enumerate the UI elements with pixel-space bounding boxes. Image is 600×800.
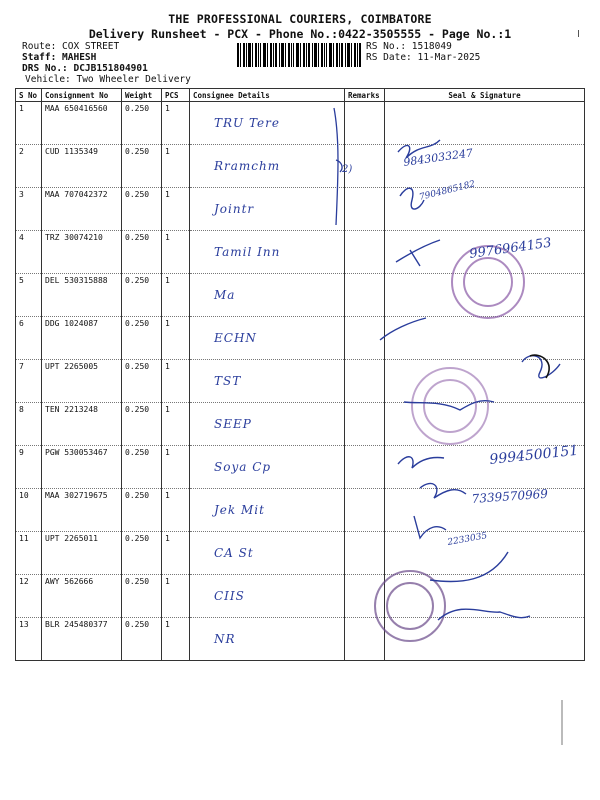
cell-remarks	[345, 145, 385, 188]
table-row	[16, 274, 585, 317]
cell-signature	[385, 188, 585, 231]
table-row	[16, 102, 585, 145]
col-weight: Weight	[122, 89, 162, 102]
cell-signature	[385, 102, 585, 145]
cell-consignment: DEL 530315888	[42, 274, 122, 317]
cell-consignee	[190, 446, 345, 489]
cell-pcs: 1	[162, 360, 190, 403]
cell-weight: 0.250	[122, 446, 162, 489]
runsheet-table	[15, 88, 585, 661]
cell-remarks	[345, 274, 385, 317]
cell-consignment: UPT 2265011	[42, 532, 122, 575]
cell-consignee	[190, 575, 345, 618]
cell-pcs: 1	[162, 188, 190, 231]
cell-signature	[385, 446, 585, 489]
table-header-row	[16, 89, 585, 102]
cell-signature	[385, 145, 585, 188]
cell-remarks	[345, 575, 385, 618]
cell-remarks	[345, 618, 385, 661]
table-row	[16, 618, 585, 661]
cell-remarks	[345, 532, 385, 575]
cell-remarks	[345, 446, 385, 489]
cell-remarks	[345, 360, 385, 403]
cell-consignee	[190, 532, 345, 575]
cell-sno: 3	[16, 188, 42, 231]
cell-consignment: AWY 562666	[42, 575, 122, 618]
cell-signature	[385, 486, 585, 532]
col-consignee: Consignee Details	[190, 89, 345, 102]
cell-consignment: UPT 2265005	[42, 360, 122, 403]
cell-sno: 2	[16, 145, 42, 188]
handwritten-consignee: Tamil Inn	[214, 245, 281, 259]
col-consignment: Consignment No	[42, 89, 122, 102]
cell-sno: 1	[16, 102, 42, 145]
header-right	[366, 41, 480, 63]
cell-signature	[385, 274, 585, 317]
cell-consignment: CUD 1135349	[42, 145, 122, 188]
cell-signature	[385, 618, 585, 661]
cell-signature	[385, 317, 585, 360]
cell-sno: 7	[16, 360, 42, 403]
cell-consignee	[190, 360, 345, 403]
document-title: THE PROFESSIONAL COURIERS, COIMBATORE	[168, 12, 432, 26]
table-row	[16, 188, 585, 231]
cell-weight: 0.250	[122, 317, 162, 360]
handwritten-consignee: CIIS	[214, 589, 245, 603]
cell-signature	[385, 231, 585, 274]
table-row	[16, 575, 585, 618]
barcode-bars	[237, 43, 361, 67]
cell-pcs: 1	[162, 317, 190, 360]
cell-weight: 0.250	[122, 489, 162, 532]
cell-signature	[385, 532, 585, 575]
cell-pcs: 1	[162, 489, 190, 532]
cell-weight: 0.250	[122, 231, 162, 274]
cell-sno: 5	[16, 274, 42, 317]
staff-label: Staff: MAHESH	[22, 52, 97, 63]
handwritten-consignee: Jek Mit	[214, 503, 265, 517]
cell-consignment: MAA 302719675	[42, 489, 122, 532]
rs-date: RS Date: 11-Mar-2025	[366, 52, 481, 63]
cell-consignment: MAA 707042372	[42, 188, 122, 231]
cell-consignee	[190, 102, 345, 145]
handwritten-consignee: Jointr	[214, 202, 255, 216]
cell-weight: 0.250	[122, 575, 162, 618]
cell-consignee	[190, 317, 345, 360]
col-pcs: PCS	[162, 89, 190, 102]
signature-phone-2: 9843033247	[402, 146, 474, 169]
cell-consignment: TRZ 30074210	[42, 231, 122, 274]
cell-sno: 9	[16, 446, 42, 489]
cell-consignment: TEN 2213248	[42, 403, 122, 446]
cell-pcs: 1	[162, 532, 190, 575]
table-row	[16, 403, 585, 446]
cell-consignee	[190, 489, 345, 532]
cell-weight: 0.250	[122, 145, 162, 188]
table-row	[16, 446, 585, 489]
cell-consignee	[190, 145, 345, 188]
cell-consignment: MAA 650416560	[42, 102, 122, 145]
cell-consignee	[190, 274, 345, 317]
table-row	[16, 360, 585, 403]
cell-weight: 0.250	[122, 618, 162, 661]
vehicle-label: Vehicle: Two Wheeler Delivery	[25, 74, 191, 85]
remarks-note: 2)	[342, 164, 353, 175]
handwritten-consignee: TST	[214, 374, 242, 388]
col-sno: S No	[16, 89, 42, 102]
cell-consignment: PGW 530053467	[42, 446, 122, 489]
cell-consignee	[190, 618, 345, 661]
cell-remarks	[345, 102, 385, 145]
cell-consignment: DDG 1024087	[42, 317, 122, 360]
cell-remarks	[345, 403, 385, 446]
cell-weight: 0.250	[122, 360, 162, 403]
cell-remarks	[345, 231, 385, 274]
table-row	[16, 145, 585, 188]
cell-consignee	[190, 231, 345, 274]
cell-sno: 13	[16, 618, 42, 661]
table-row	[16, 317, 585, 360]
cell-weight: 0.250	[122, 188, 162, 231]
cell-pcs: 1	[162, 575, 190, 618]
cell-remarks	[345, 317, 385, 360]
handwritten-consignee: CA St	[214, 546, 254, 560]
cell-sno: 4	[16, 231, 42, 274]
cell-pcs: 1	[162, 618, 190, 661]
cell-consignment: BLR 245480377	[42, 618, 122, 661]
col-remarks: Remarks	[345, 89, 385, 102]
signature-phone-4: 9976964153	[468, 235, 553, 262]
cell-pcs: 1	[162, 274, 190, 317]
header-left	[22, 41, 119, 63]
corner-mark	[578, 30, 579, 37]
handwritten-consignee: ECHN	[214, 331, 257, 345]
cell-sno: 11	[16, 532, 42, 575]
signature-phone-3: 7904865182	[418, 179, 477, 203]
handwritten-consignee: SEEP	[214, 417, 252, 431]
cell-sno: 8	[16, 403, 42, 446]
table-row	[16, 489, 585, 532]
cell-sno: 6	[16, 317, 42, 360]
rs-number: RS No.: 1518049	[366, 41, 452, 52]
signature-phone-10: 7339570969	[471, 486, 549, 506]
signature-phone-9: 9994500151	[488, 442, 580, 468]
cell-weight: 0.250	[122, 102, 162, 145]
cell-pcs: 1	[162, 231, 190, 274]
cell-signature	[385, 403, 585, 446]
cell-weight: 0.250	[122, 532, 162, 575]
cell-signature	[385, 575, 585, 618]
cell-remarks	[345, 188, 385, 231]
route-label: Route: COX STREET	[22, 41, 120, 52]
cell-pcs: 1	[162, 446, 190, 489]
cell-weight: 0.250	[122, 403, 162, 446]
document-subtitle: Delivery Runsheet - PCX - Phone No.:0422-3505555 - Page No.:1	[88, 27, 512, 41]
cell-consignee	[190, 403, 345, 446]
table-row	[16, 231, 585, 274]
cell-sno: 10	[16, 489, 42, 532]
cell-signature	[385, 360, 585, 403]
handwritten-consignee: NR	[214, 632, 236, 646]
handwritten-consignee: Ma	[214, 288, 236, 302]
cell-remarks	[345, 489, 385, 532]
signature-phone-11: 2233035	[446, 531, 489, 548]
cell-pcs: 1	[162, 102, 190, 145]
col-signature: Seal & Signature	[385, 89, 585, 102]
handwritten-consignee: Soya Cp	[214, 460, 272, 474]
table-row	[16, 532, 585, 575]
cell-weight: 0.250	[122, 274, 162, 317]
handwritten-consignee: TRU Tere	[214, 116, 280, 130]
barcode-image	[237, 43, 361, 67]
drs-number: DRS No.: DCJB151804901	[22, 63, 148, 74]
cell-pcs: 1	[162, 145, 190, 188]
cell-consignee	[190, 188, 345, 231]
handwritten-consignee: Rramchm	[214, 159, 281, 173]
cell-pcs: 1	[162, 403, 190, 446]
cell-sno: 12	[16, 575, 42, 618]
